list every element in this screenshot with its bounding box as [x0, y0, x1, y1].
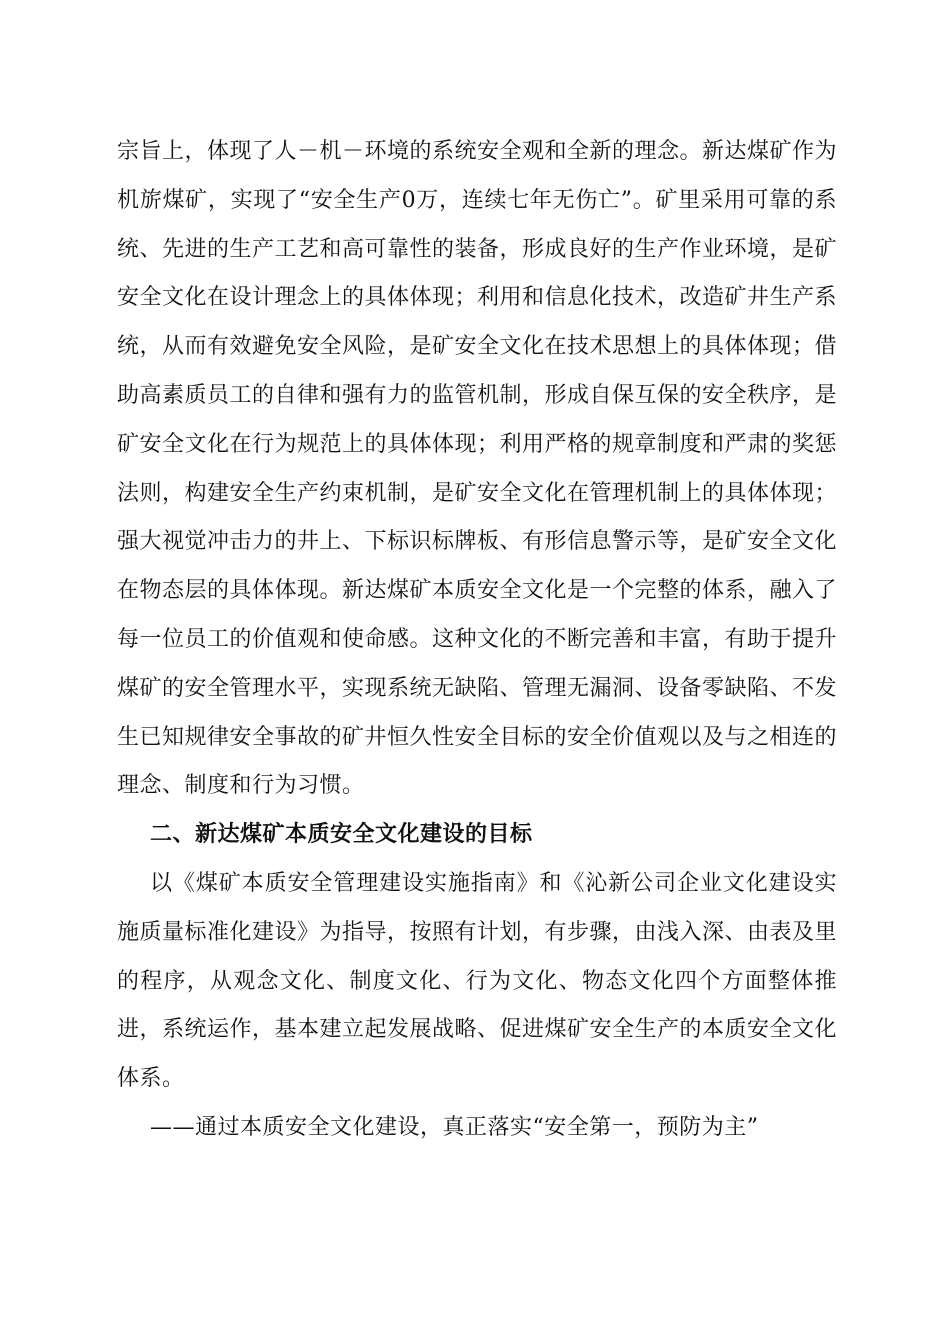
section-heading: 二、新达煤矿本质安全文化建设的目标 [150, 822, 533, 848]
paragraph-bullet: ——通过本质安全文化建设，真正落实“安全第一，预防为主” [150, 1114, 759, 1140]
paragraph-goal: 以《煤矿本质安全管理建设实施指南》和《沁新公司企业文化建设实施质量标准化建设》为指导，按照有计划，有步骤，由浅入深、由表及里的程序，从观念文化、制度文化、行为文化、物态文化四个方面整体推进，系统运作，基本建立起发展战略、促进煤矿安全生产的本质安全文化体系。 [117, 870, 838, 1092]
document-body [117, 128, 837, 1153]
paragraph-continuation: 宗旨上，体现了人－机－环境的系统安全观和全新的理念。新达煤矿作为机旂煤矿，实现了“安全生产0万，连续七年无伤亡”。矿里采用可靠的系统、先进的生产工艺和高可靠性的装备，形成良好的生产作业环境，是矿安全文化在设计理念上的具体体现；利用和信息化技术，改造矿井生产系统，从而有效避免安全风险，是矿安全文化在技术思想上的具体体现；借助高素质员工的自律和强有力的监管机制，形成自保互保的安全秩序，是矿安全文化在行为规范上的具体体现；利用严格的规章制度和严肃的奖惩法则，构建安全生产约束机制，是矿安全文化在管理机制上的具体体现；强大视觉冲击力的井上、下标识标牌板、有形信息警示等，是矿安全文化在物态层的具体体现。新达煤矿本质安全文化是一个完整的体系，融入了每一位员工的价值观和使命感。这种文化的不断完善和丰富，有助于提升煤矿的安全管理水平，实现系统无缺陷、管理无漏洞、设备零缺陷、不发生已知规律安全事故的矿井恒久性安全目标的安全价值观以及与之相连的理念、制度和行为习惯。 [117, 139, 838, 799]
